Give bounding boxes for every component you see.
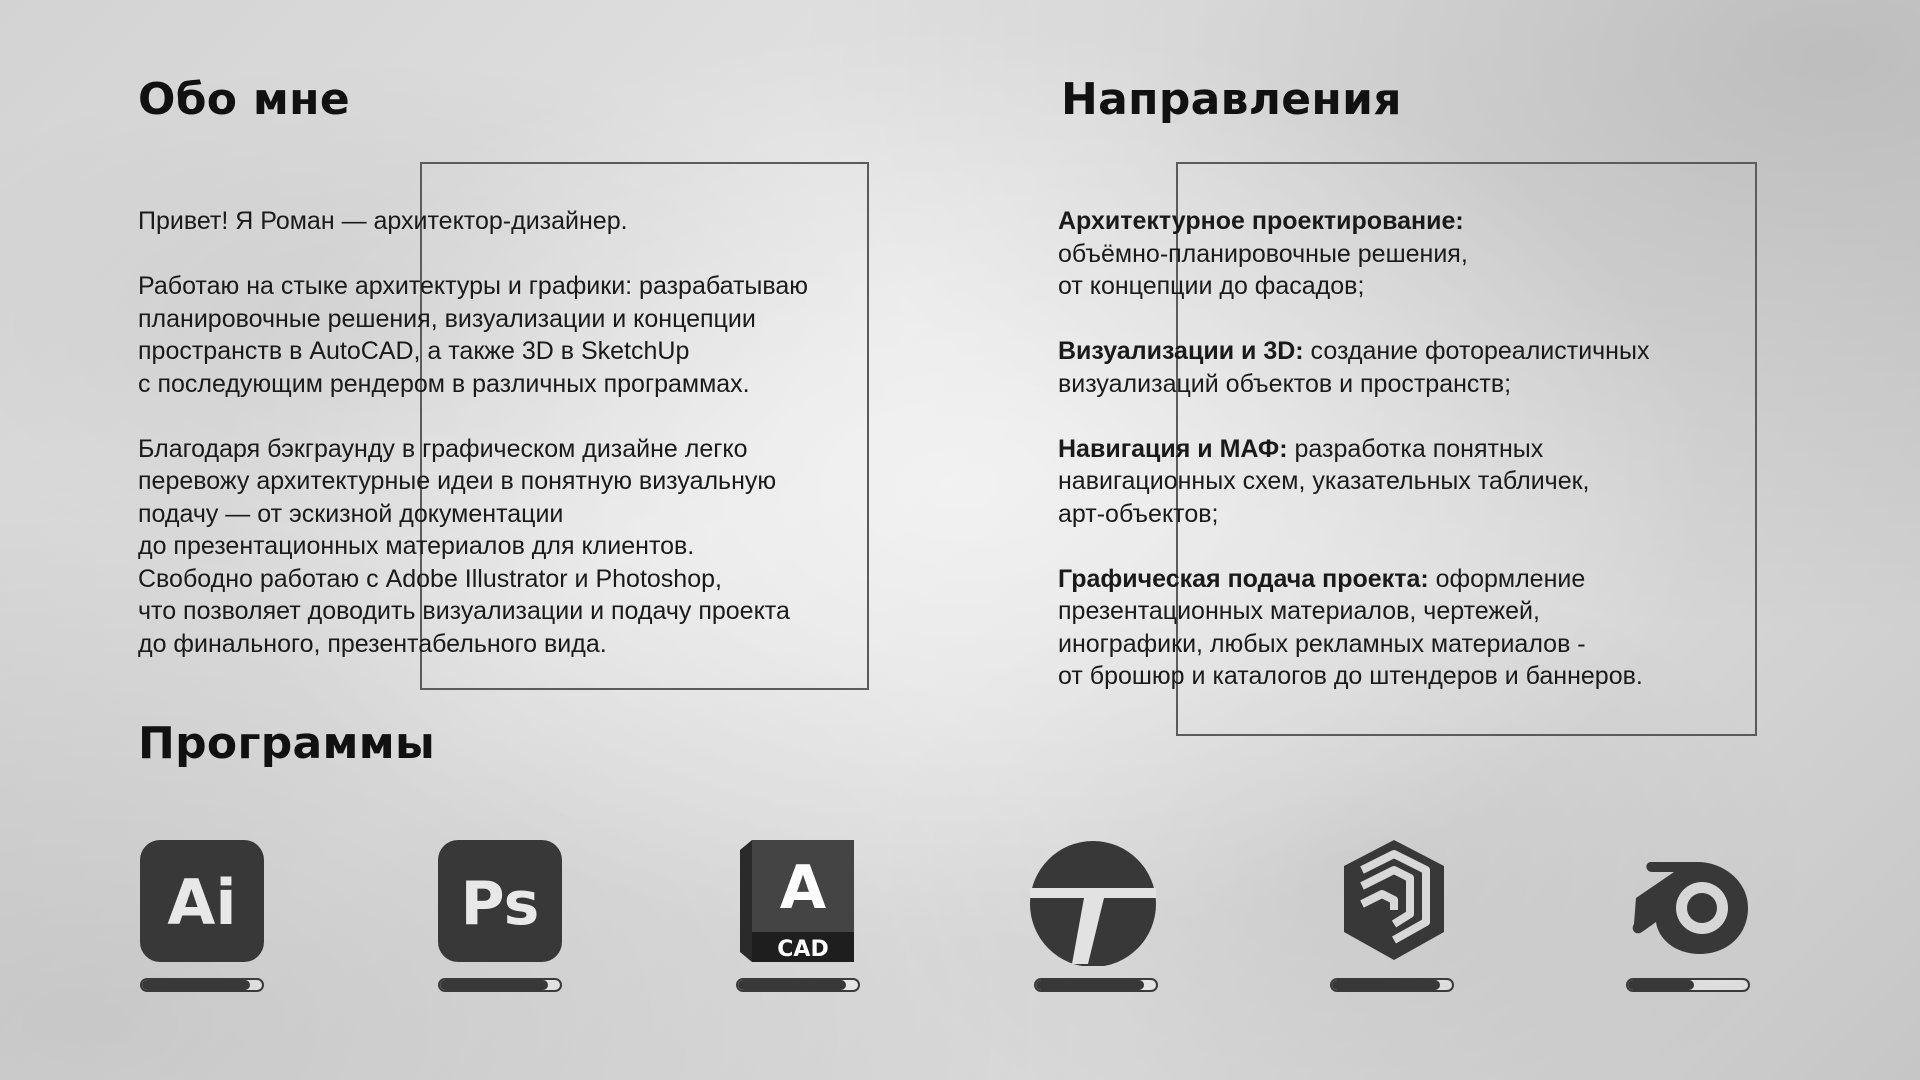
twinmotion-icon: [1028, 836, 1158, 966]
autocad-icon: [736, 836, 866, 966]
skill-bar-fill: [1036, 980, 1144, 990]
about-paragraph-3: Благодаря бэкграунду в графическом дизайне легко перевожу архитектурные идеи в понятную визуальную подачу — от эскизной документации до презентационных материалов для клиентов. Свободно работаю с Adobe Illustrator и Photoshop, что позволяет доводить визуализации и подачу проекта до финального, презентабельного вида.: [138, 434, 790, 658]
direction-item-visualization: [1058, 335, 1758, 400]
directions-title: Направления: [1061, 74, 1402, 125]
illustrator-glyph: Ai: [167, 866, 237, 939]
program-illustrator: [140, 836, 270, 1006]
about-title: Обо мне: [138, 74, 350, 125]
skill-bar-illustrator: [140, 978, 264, 992]
direction-item-text: разработка понятных навигационных схем, указательных табличек, арт-объектов;: [1058, 434, 1590, 528]
skill-bar-blender: [1626, 978, 1750, 992]
skill-bar-fill: [1628, 980, 1694, 990]
skill-bar-fill: [142, 980, 250, 990]
direction-item-text: создание фотореалистичных визуализаций объектов и пространств;: [1058, 337, 1650, 398]
skill-bar-autocad: [736, 978, 860, 992]
direction-item-text: объёмно-планировочные решения, от концепции до фасадов;: [1058, 239, 1468, 300]
programs-list: [138, 836, 1758, 1006]
program-sketchup: [1332, 836, 1462, 1006]
skill-bar-fill: [1332, 980, 1440, 990]
about-paragraph-1: Привет! Я Роман — архитектор-дизайнер.: [138, 207, 628, 235]
program-twinmotion: [1028, 836, 1158, 1006]
skill-bar-twinmotion: [1034, 978, 1158, 992]
about-text: [138, 205, 868, 660]
adobe-photoshop-icon: [438, 836, 568, 966]
programs-title: Программы: [138, 718, 436, 769]
about-paragraph-2: Работаю на стыке архитектуры и графики: разрабатываю планировочные решения, визуализации и концепции пространств в AutoCAD, а также 3D в SketchUp с последующим рендером в различных программах.: [138, 272, 809, 398]
skill-bar-sketchup: [1330, 978, 1454, 992]
photoshop-glyph: Ps: [460, 869, 540, 939]
direction-item-title: Архитектурное проектирование:: [1058, 207, 1464, 235]
direction-item-graphics: [1058, 563, 1758, 693]
skill-bar-fill: [440, 980, 548, 990]
autocad-sub-glyph: CAD: [777, 937, 829, 962]
direction-item-title: Графическая подача проекта:: [1058, 564, 1429, 593]
direction-item-architecture: [1058, 205, 1758, 303]
direction-item-navigation: [1058, 433, 1758, 531]
skill-bar-photoshop: [438, 978, 562, 992]
program-blender: [1630, 836, 1760, 1006]
direction-item-title: Визуализации и 3D:: [1058, 337, 1304, 365]
direction-item-text: оформление презентационных материалов, чертежей, инографики, любых рекламных материалов - от брошюр и каталогов до штендеров и баннеров.: [1058, 564, 1643, 690]
program-autocad: [736, 836, 866, 1006]
direction-item-title: Навигация и МАФ:: [1058, 434, 1288, 463]
blender-icon: [1630, 836, 1760, 966]
autocad-glyph: A: [779, 853, 827, 923]
directions-text: [1058, 205, 1758, 693]
skill-bar-fill: [738, 980, 846, 990]
adobe-illustrator-icon: [140, 836, 270, 966]
program-photoshop: [438, 836, 568, 1006]
sketchup-icon: [1332, 836, 1462, 966]
